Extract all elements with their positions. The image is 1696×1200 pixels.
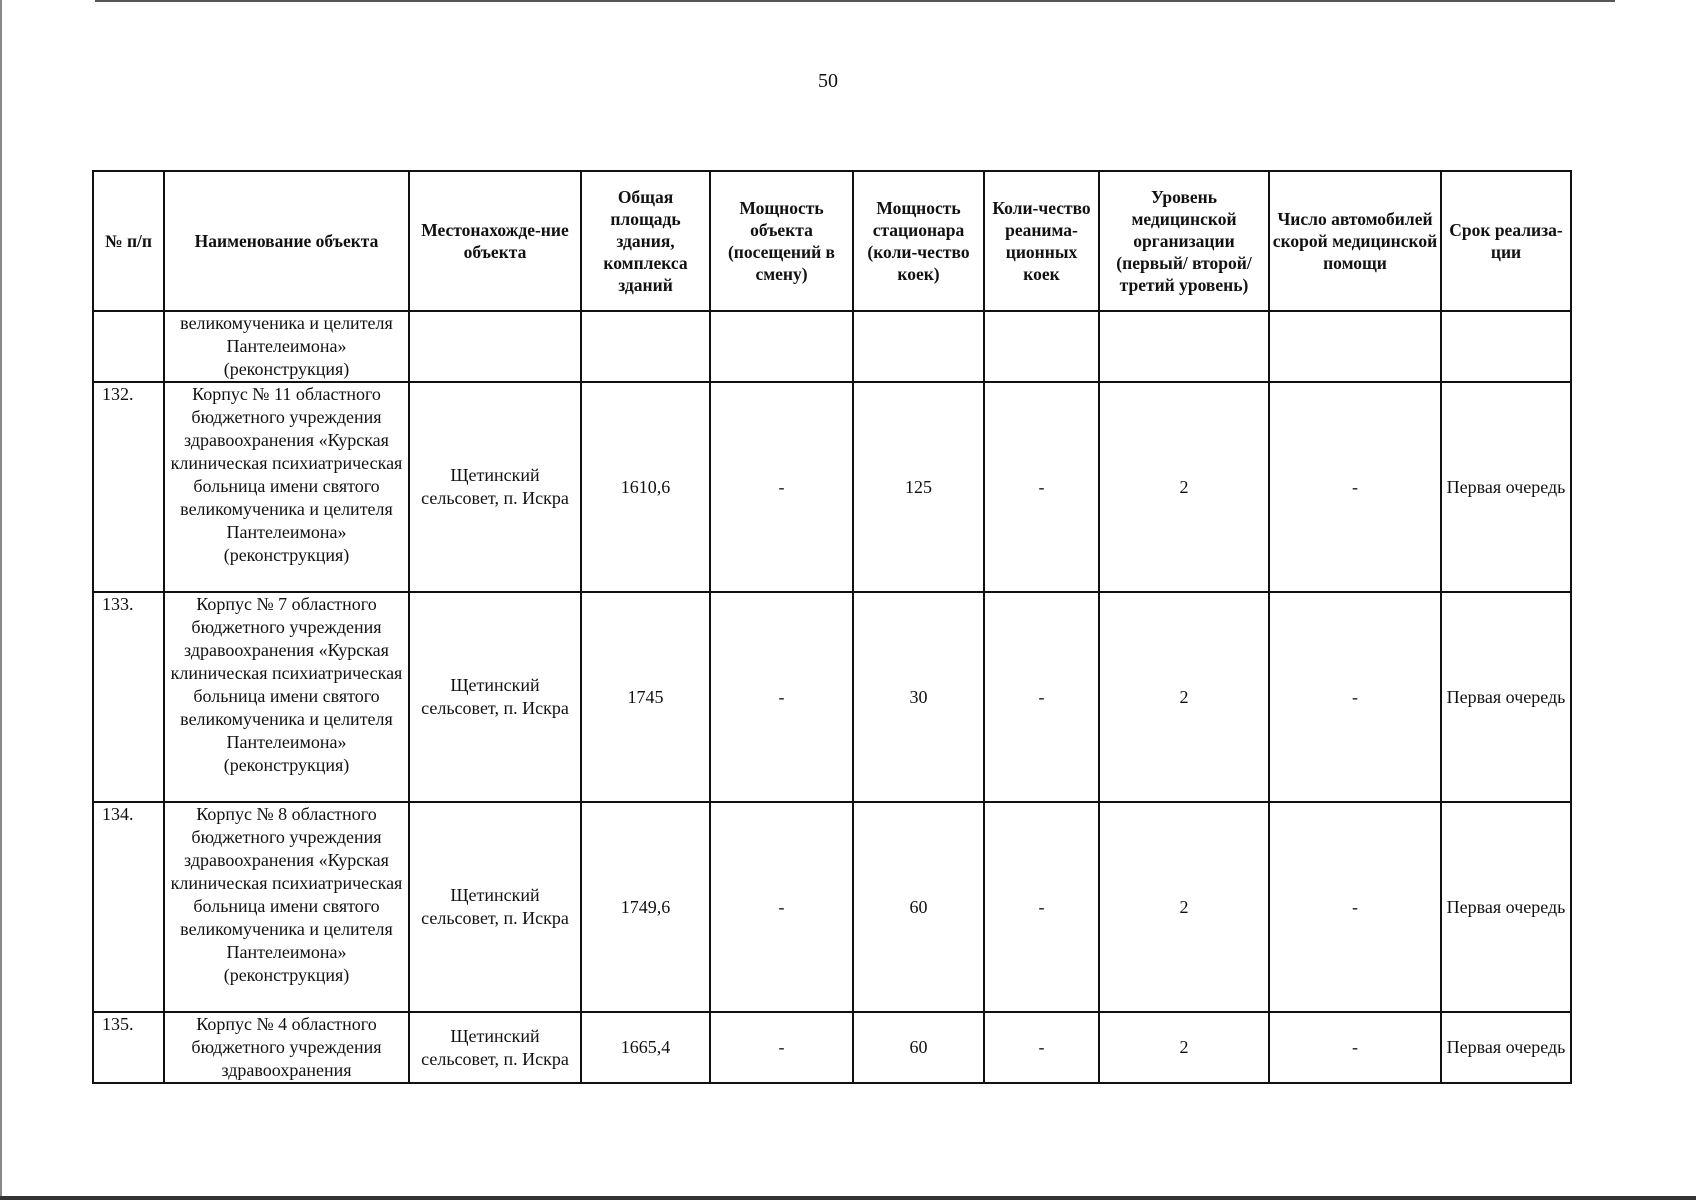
cell-ambulances: - (1269, 592, 1441, 802)
cell-term: Первая очередь (1441, 802, 1571, 1012)
cell-area: 1745 (581, 592, 710, 802)
cell-name: Корпус № 8 областного бюджетного учреждения здравоохранения «Курская клиническая психиатрическая больница имени святого великомученика и целителя Пантелеимона» (реконструкция) (164, 802, 409, 1012)
cell-beds: 30 (853, 592, 984, 802)
table-row (93, 802, 1571, 1012)
header-name: Наименование объекта (164, 171, 409, 311)
cell-num (93, 311, 164, 382)
cell-location: Щетинский сельсовет, п. Искра (409, 382, 581, 592)
header-level: Уровень медицинской организации (первый/ второй/ третий уровень) (1099, 171, 1269, 311)
table-row (93, 592, 1571, 802)
cell-level: 2 (1099, 802, 1269, 1012)
scan-left-edge (0, 0, 2, 1200)
cell-num: 134. (93, 802, 164, 1012)
cell-level: 2 (1099, 382, 1269, 592)
cell-area (581, 311, 710, 382)
table-row-continuation (93, 311, 1571, 382)
header-location: Местонахожде-ние объекта (409, 171, 581, 311)
cell-visits: - (710, 1012, 853, 1083)
cell-term: Первая очередь (1441, 592, 1571, 802)
table-row (93, 1012, 1571, 1083)
cell-num: 135. (93, 1012, 164, 1083)
cell-level: 2 (1099, 1012, 1269, 1083)
cell-name: Корпус № 11 областного бюджетного учреждения здравоохранения «Курская клиническая психиатрическая больница имени святого великомученика и целителя Пантелеимона» (реконструкция) (164, 382, 409, 592)
cell-location: Щетинский сельсовет, п. Искра (409, 802, 581, 1012)
scan-bottom-edge (0, 1196, 1696, 1200)
cell-visits (710, 311, 853, 382)
cell-visits: - (710, 592, 853, 802)
cell-level: 2 (1099, 592, 1269, 802)
cell-icu: - (984, 382, 1099, 592)
cell-name: Корпус № 4 областного бюджетного учреждения здравоохранения (164, 1012, 409, 1083)
header-ambulances: Число автомобилей скорой медицинской помощи (1269, 171, 1441, 311)
cell-icu (984, 311, 1099, 382)
cell-icu: - (984, 802, 1099, 1012)
header-visits: Мощность объекта (посещений в смену) (710, 171, 853, 311)
cell-num: 133. (93, 592, 164, 802)
page-number: 50 (818, 70, 838, 92)
cell-level (1099, 311, 1269, 382)
cell-ambulances (1269, 311, 1441, 382)
cell-term (1441, 311, 1571, 382)
objects-table (92, 170, 1572, 1084)
cell-area: 1749,6 (581, 802, 710, 1012)
cell-name: Корпус № 7 областного бюджетного учреждения здравоохранения «Курская клиническая психиатрическая больница имени святого великомученика и целителя Пантелеимона» (реконструкция) (164, 592, 409, 802)
cell-ambulances: - (1269, 382, 1441, 592)
header-icu: Коли-чество реанима-ционных коек (984, 171, 1099, 311)
cell-area: 1665,4 (581, 1012, 710, 1083)
header-beds: Мощность стационара (коли-чество коек) (853, 171, 984, 311)
cell-icu: - (984, 592, 1099, 802)
table-row (93, 382, 1571, 592)
cell-beds: 60 (853, 802, 984, 1012)
cell-num: 132. (93, 382, 164, 592)
cell-beds: 60 (853, 1012, 984, 1083)
cell-location (409, 311, 581, 382)
cell-area: 1610,6 (581, 382, 710, 592)
cell-location: Щетинский сельсовет, п. Искра (409, 1012, 581, 1083)
cell-icu: - (984, 1012, 1099, 1083)
cell-visits: - (710, 382, 853, 592)
cell-term: Первая очередь (1441, 382, 1571, 592)
cell-term: Первая очередь (1441, 1012, 1571, 1083)
cell-location: Щетинский сельсовет, п. Искра (409, 592, 581, 802)
cell-beds (853, 311, 984, 382)
scan-top-line (95, 0, 1615, 2)
header-term: Срок реализа-ции (1441, 171, 1571, 311)
cell-name: великомученика и целителя Пантелеимона» (реконструкция) (164, 311, 409, 382)
cell-ambulances: - (1269, 1012, 1441, 1083)
header-num: № п/п (93, 171, 164, 311)
header-area: Общая площадь здания, комплекса зданий (581, 171, 710, 311)
cell-beds: 125 (853, 382, 984, 592)
table-header-row (93, 171, 1571, 311)
cell-visits: - (710, 802, 853, 1012)
cell-ambulances: - (1269, 802, 1441, 1012)
